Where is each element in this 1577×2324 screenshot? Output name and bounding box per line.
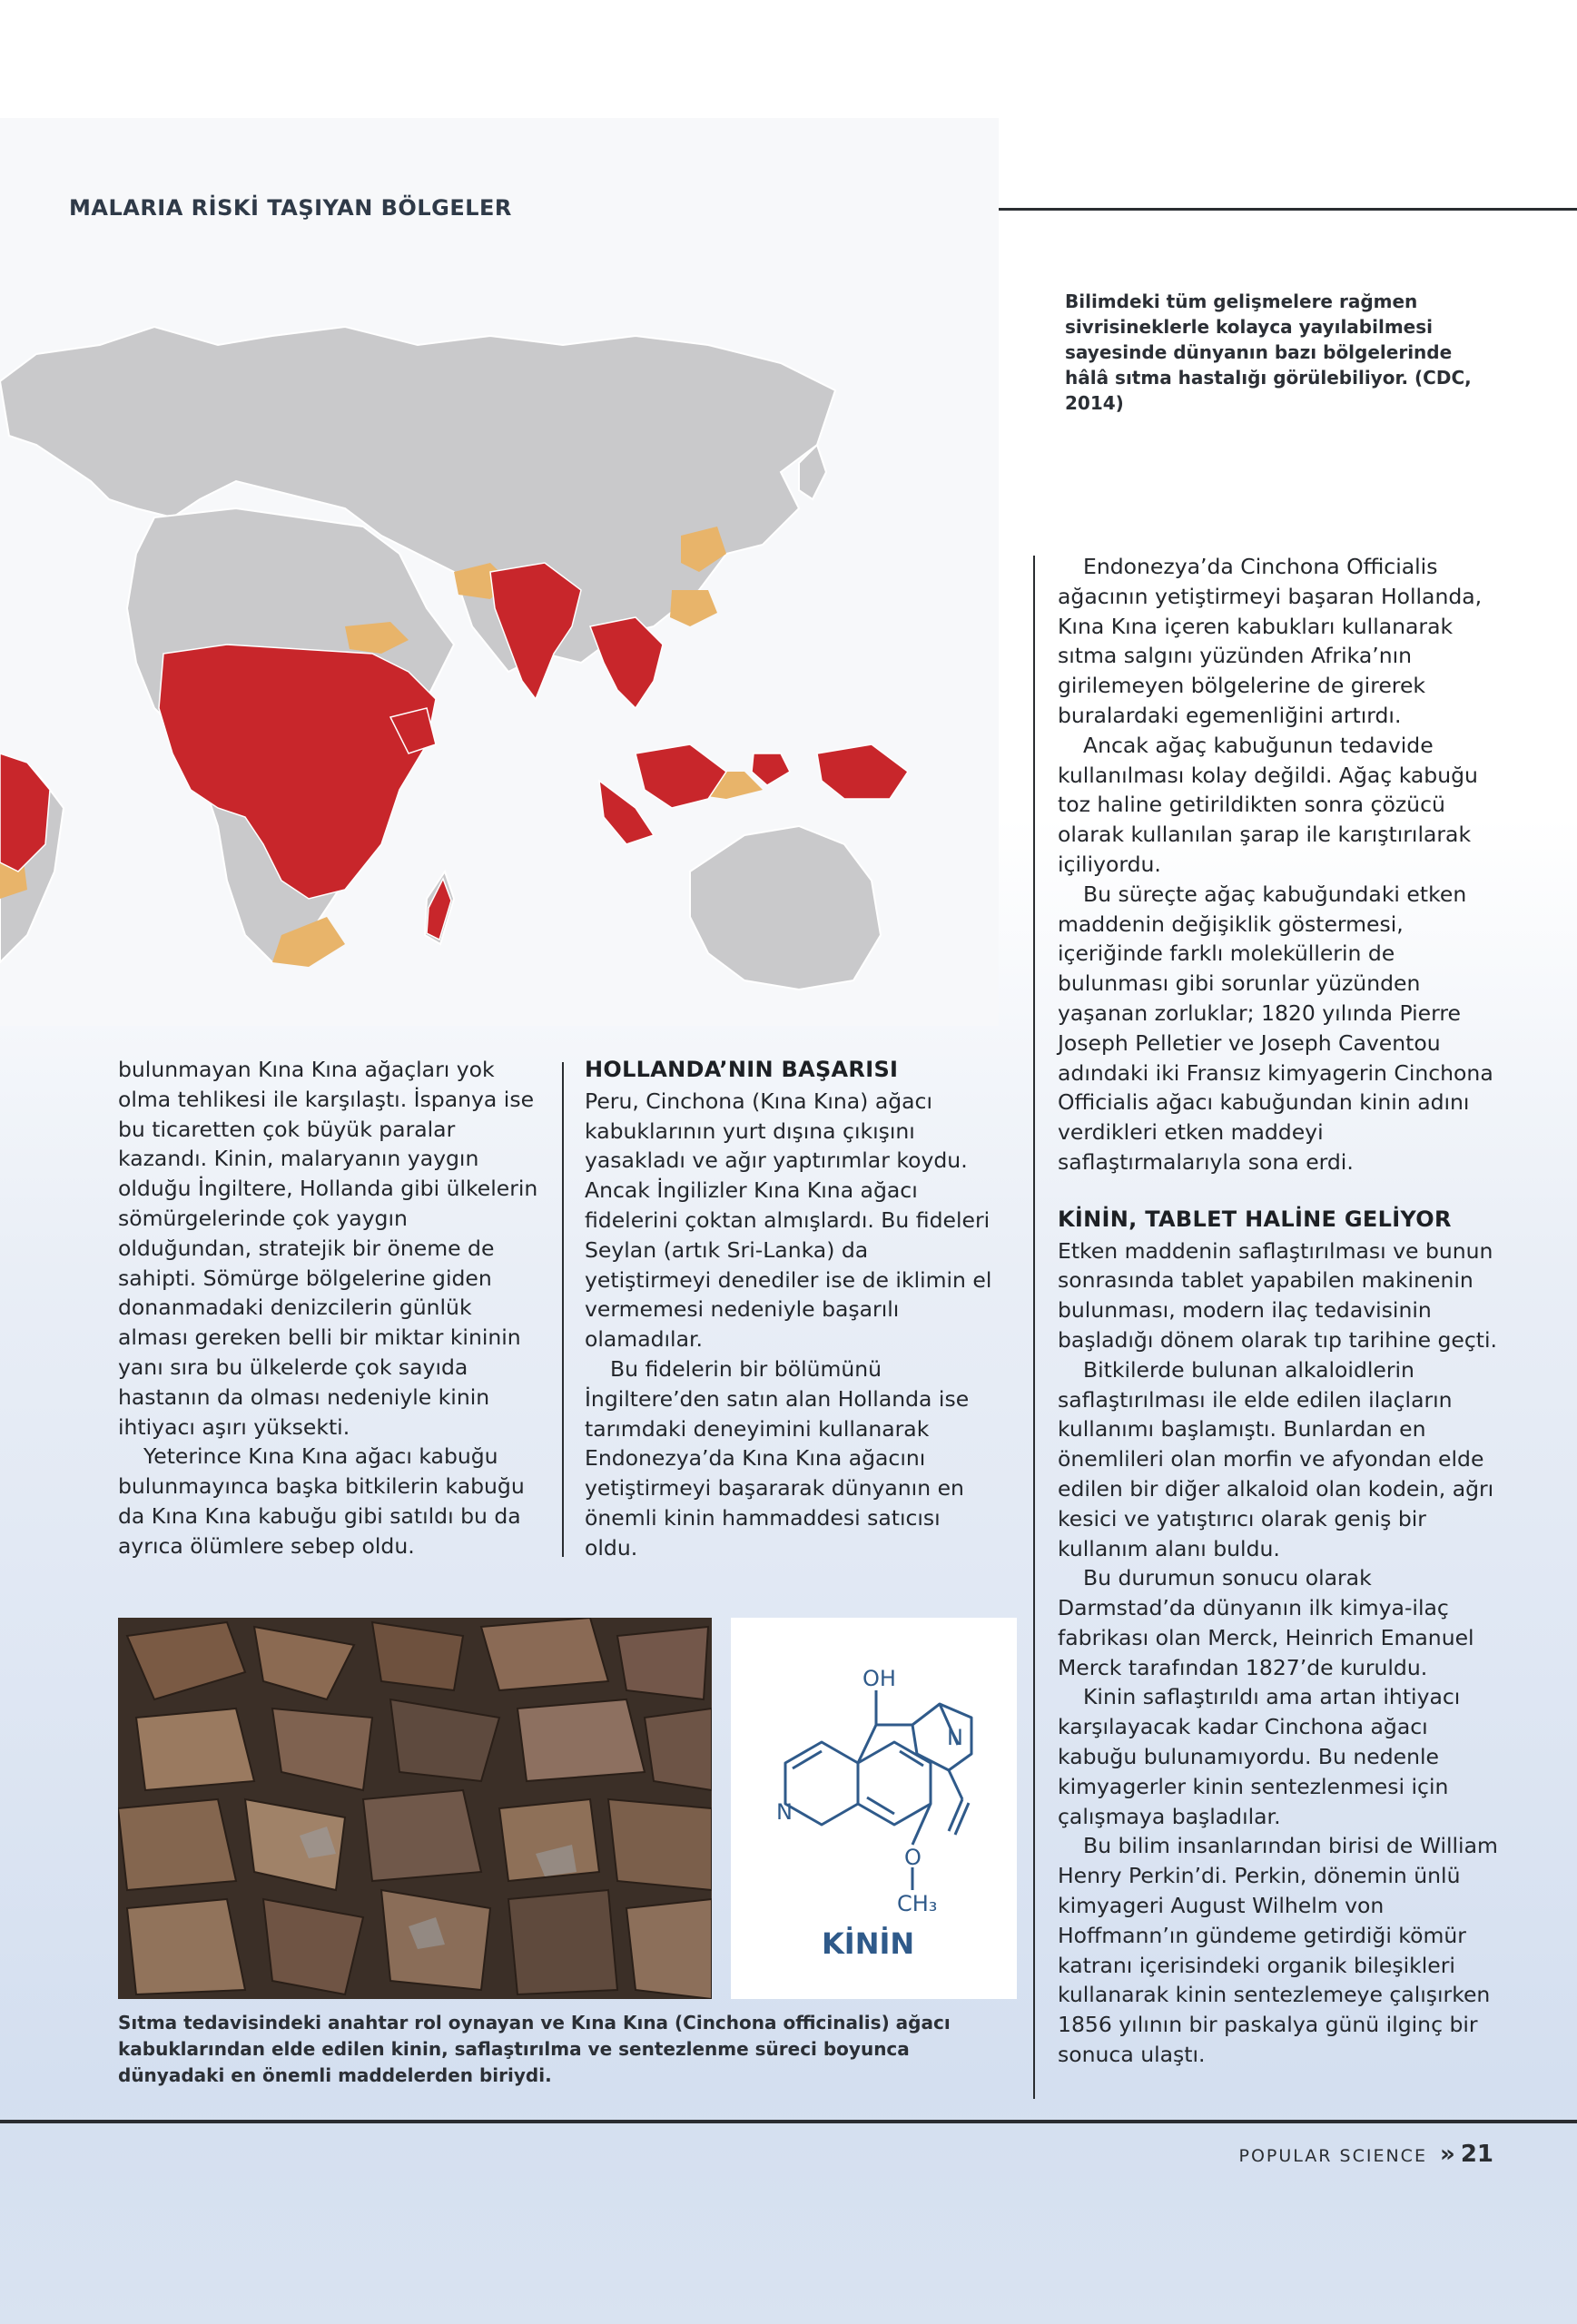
southeast-asia-high-risk — [590, 617, 663, 708]
quinine-structure-diagram — [731, 1618, 1017, 1999]
footer-arrows: » — [1440, 2141, 1455, 2168]
right-paragraph-5: Bu bilim insanlarından birisi de William Henry Perkin’di. Perkin, dönemin ünlü kimyageri August Wilhelm von Hoffmann’ın gündeme getirdiği kömür katranı içerisindeki organik bileşikleri kullanarak kinin sentezlemeye çalışırken 1856 yılının bir paskalya günü ilginç bir sonuca ulaştı. — [1058, 1833, 1498, 2068]
right-intro-paragraph-3: Bu süreçte ağaç kabuğundaki etken maddenin değişiklik göstermesi, içeriğinde farklı moleküllerin de bulunması gibi sorunlar yüzünden yaşanan zorluklar; 1820 yılında Pierre Joseph Pelletier ve Joseph Caventou adındaki iki Fransız kimyagerin Cinchona Officialis ağacı kabuğundan kinin adını verdikleri etken maddeyi saflaştırmalarıyla sona erdi. — [1058, 881, 1493, 1175]
section-heading-kinin: KİNİN, TABLET HALİNE GELİYOR — [1058, 1206, 1452, 1232]
map-caption: Bilimdeki tüm gelişmelere rağmen sivrisineklerle kolayca yayılabilmesi sayesinde dünyanın bazı bölgelerinde hâlâ sıtma hastalığı görülebiliyor. (CDC, 2014) — [1065, 290, 1472, 414]
middle-paragraph-2: Bu fidelerin bir bölümünü İngiltere’den satın alan Hollanda ise tarımdaki deneyimini kullanarak Endonezya’da Kına Kına ağacını yetiştirmeyi başararak dünyanın en önemli kinin hammaddesi satıcısı oldu. — [585, 1355, 970, 1561]
right-paragraph-1: Etken maddenin saflaştırılması ve bunun sonrasında tablet yapabilen makinenin bulunması, modern ilaç tedavisinin başladığı dönem olarak tıp tarihine geçti. — [1058, 1237, 1497, 1353]
right-paragraph-4: Kinin saflaştırıldı ama artan ihtiyacı karşılayacak kadar Cinchona ağacı kabuğu bulunamıyordu. Bu nedenle kimyagerler kinin sentezlenmesi için çalışmaya başladılar. — [1058, 1684, 1461, 1829]
india-high-risk — [490, 563, 581, 699]
structure-n-label-ring: N — [776, 1799, 793, 1825]
bottom-divider — [0, 2120, 1577, 2123]
right-paragraph-3: Bu durumun sonucu olarak Darmstad’da dünyanın ilk kimya-ilaç fabrikası olan Merck, Heinrich Emanuel Merck tarafından 1827’de kuruldu. — [1058, 1565, 1474, 1680]
right-intro-paragraph-2: Ancak ağaç kabuğunun tedavide kullanılması kolay değildi. Ağaç kabuğu toz haline getirildikten sonra çözücü olarak kullanılan şarap ile karıştırılarak içiliyordu. — [1058, 732, 1478, 877]
middle-paragraph-1: Peru, Cinchona (Kına Kına) ağacı kabuklarının yurt dışına çıkışını yasakladı ve ağır yaptırımlar koydu. Ancak İngilizler Kına Kına ağacı fidelerini çoktan almışlardı. Bu fideleri Seylan (artık Sri-Lanka) da yetiştirmeyi denediler ise de iklimin el vermemesi nedeniyle başarılı olamadılar. — [585, 1088, 992, 1353]
middle-column — [585, 1055, 993, 1563]
column-divider-right — [1033, 556, 1035, 2099]
bark-chips-image — [118, 1618, 712, 1999]
photo-caption: Sıtma tedavisindeki anahtar rol oynayan ve Kına Kına (Cinchona officinalis) ağacı kabuklarından elde edilen kinin, saflaştırılma ve sentezlenme süreci boyunca dünyadaki en önemli maddelerden biriydi. — [118, 2012, 951, 2086]
australia-landmass — [690, 826, 881, 990]
structure-o-label: O — [904, 1845, 922, 1870]
right-column — [1058, 552, 1512, 2070]
page-footer — [1239, 2141, 1494, 2168]
africa-high-risk — [159, 645, 436, 899]
quinine-structure-panel — [731, 1618, 1017, 1999]
structure-oh-label: OH — [862, 1666, 896, 1691]
structure-name-label: KİNİN — [822, 1926, 915, 1961]
top-divider — [999, 208, 1577, 211]
left-paragraph-1: bulunmayan Kına Kına ağaçları yok olma tehlikesi ile karşılaştı. İspanya ise bu ticaretten çok büyük paralar kazandı. Kinin, malaryanın yaygın olduğu İngiltere, Hollanda gibi ülkelerin sömürgelerinde çok yaygın olduğundan, stratejik bir öneme de sahipti. Sömürge bölgelerine giden donanmadaki denizcilerin günlük alması gereken belli bir miktar kininin yanı sıra bu ülkelerde çok sayıda hastanın da olması nedeniyle kinin ihtiyacı aşırı yüksekti. — [118, 1057, 538, 1440]
cinchona-bark-photo — [118, 1618, 712, 1999]
structure-n-label-cage: N — [947, 1725, 963, 1750]
right-intro-paragraph-1: Endonezya’da Cinchona Officialis ağacının yetiştirmeyi başaran Hollanda, Kına Kına içeren kabukları kullanarak sıtma salgını yüzünden Afrika’nın girilemeyen bölgelerine de girerek buralardaki egemenliğini artırdı. — [1058, 554, 1483, 728]
world-map-graphic — [0, 118, 999, 1026]
footer-magazine-name: POPULAR SCIENCE — [1238, 2146, 1427, 2166]
right-paragraph-2: Bitkilerde bulunan alkaloidlerin saflaştırılması ile elde edilen ilaçların kullanımı başlamıştı. Bunlardan en önemlileri olan morfin ve afyondan elde edilen bir diğer alkaloid olan kodein, ağrı kesici ve yatıştırıcı olarak geniş bir kullanım alanı buldu. — [1058, 1356, 1494, 1561]
page-number: 21 — [1460, 2141, 1493, 2168]
section-heading-hollanda: HOLLANDA’NIN BAŞARISI — [585, 1057, 899, 1082]
column-divider-middle — [562, 1062, 564, 1557]
structure-ch3-label: CH₃ — [897, 1891, 938, 1916]
map-title: MALARIA RİSKİ TAŞIYAN BÖLGELER — [69, 195, 512, 221]
left-column — [118, 1055, 545, 1561]
left-paragraph-2: Yeterince Kına Kına ağacı kabuğu bulunmayınca başka bitkilerin kabuğu da Kına Kına kabuğu gibi satıldı bu da ayrıca ölümlere sebep oldu. — [118, 1443, 525, 1559]
malaria-map — [0, 118, 999, 1026]
